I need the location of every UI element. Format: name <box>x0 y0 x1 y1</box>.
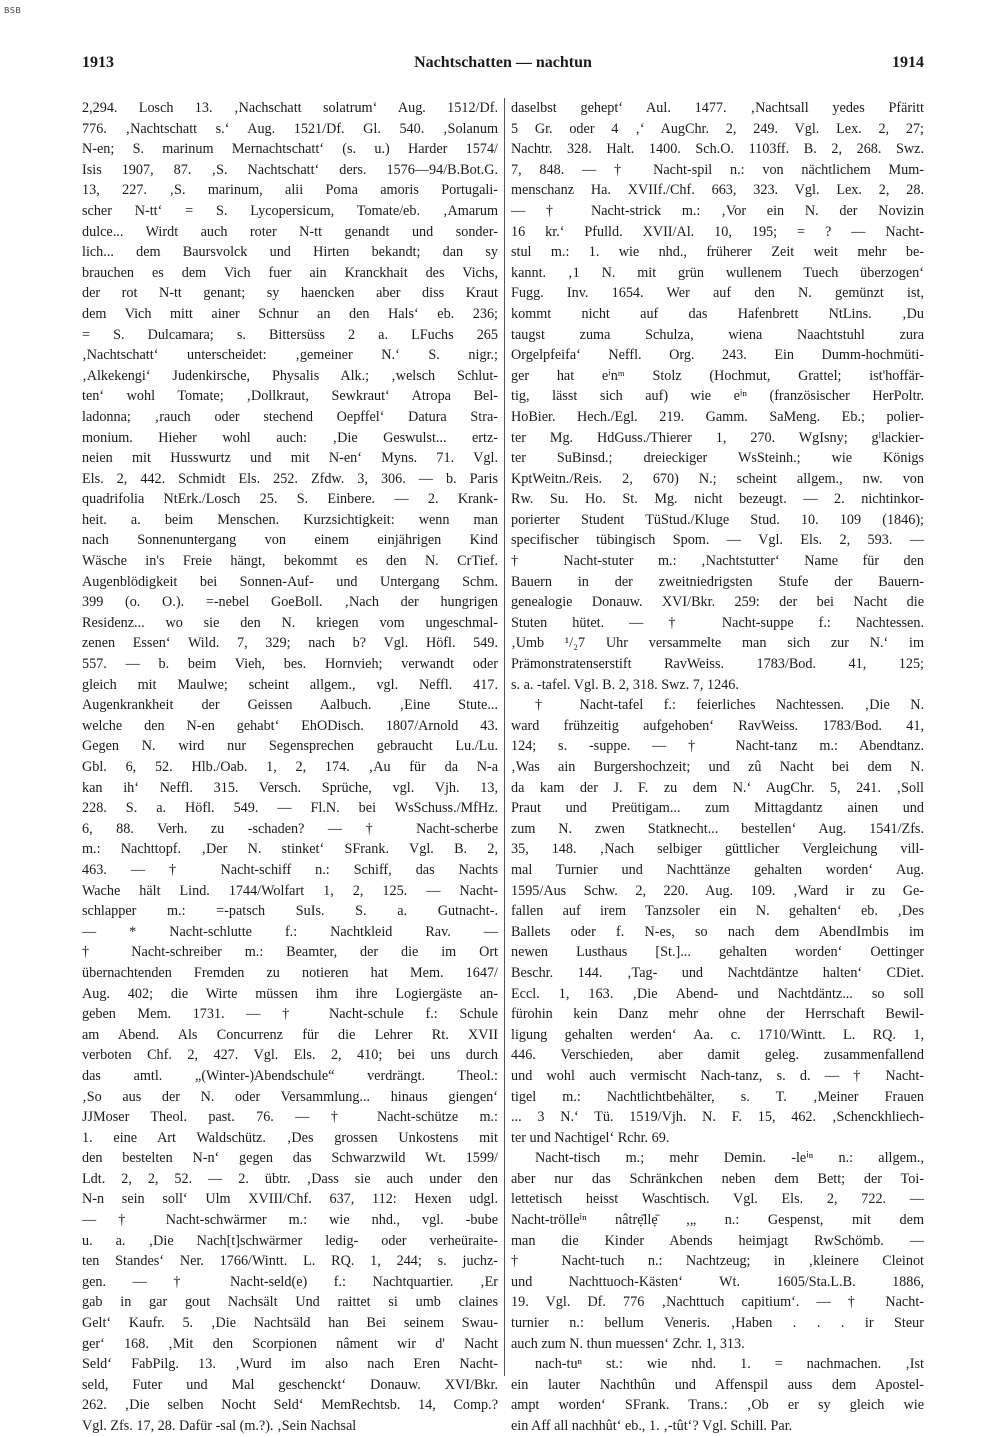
page-number-left: 1913 <box>82 54 114 71</box>
right-column-line: HoBier. Hech./Egl. 219. Gamm. SaMeng. Eb.; polier- <box>511 408 924 425</box>
right-column-line: Fugg. Inv. 1654. Wer auf den N. gemünzt ist, <box>511 285 924 302</box>
left-column-line: 2,294. Losch 13. ‚Nachschatt solatrum‘ Aug. 1512/Df. <box>82 100 498 116</box>
left-column-line: ‚So aus der N. oder Versammlung... hinaus giengen‘ <box>82 1088 498 1105</box>
left-column-line: ‚Nachtschatt‘ unterscheidet: ‚gemeiner N.‘ S. nigr.; <box>82 347 498 364</box>
right-column-line: aber nur das Schränkchen neben dem Bett; der Toi- <box>511 1170 924 1187</box>
right-column-line: ampt worden‘ SFrank. Trans.: ‚Ob er sy gleich wie <box>511 1397 924 1414</box>
right-column-line: und Nachttuoch-Kästen‘ Wt. 1605/Sta.L.B. 1886, <box>511 1273 924 1290</box>
right-column-line: newen Lusthaus [St.]... gehalten worden‘ Oettinger <box>511 944 924 961</box>
left-column-line: JJMoser Theol. past. 76. — † Nacht-schütze m.: <box>82 1109 498 1126</box>
left-column-line: Wäsche in's Freie hängt, bekommt es den N. CrTief. <box>82 553 498 570</box>
page-number-right: 1914 <box>892 54 924 71</box>
left-column-line: Gegen N. wird nur Segensprechen gebraucht Lu./Lu. <box>82 738 498 755</box>
left-column-line: — † Nacht-schwärmer m.: wie nhd., vgl. -bube <box>82 1212 498 1229</box>
page-header <box>82 54 924 76</box>
right-column-line: Bauern in der zweitniedrigsten Stufe der Bauern- <box>511 573 924 590</box>
right-column-line: fallen auf irem Tanzsoler ein N. gehalten‘ eb. ‚Des <box>511 903 924 920</box>
right-column-line: 16 kr.‘ Pfulld. XVII/Al. 10, 195; = ? — Nacht- <box>511 223 924 240</box>
left-column-line: lich... dem Baursvolck und Hirten bekandt; dan sy <box>82 244 498 261</box>
left-column-line: ladonna; ‚rauch oder stechend Oepffel‘ Datura Stra- <box>82 408 498 425</box>
right-column-line: lettetisch heisst Waschtisch. Vgl. Els. 2, 722. — <box>511 1191 924 1208</box>
left-column-line: dulce... Wirdt auch roter N-tt genandt und sonder- <box>82 223 498 240</box>
right-column-line: tig, lässt sich auf) wie eⁱⁿ (französischer HerPoltr. <box>511 388 924 405</box>
right-column-line: Beschr. 144. ‚Tag- und Nachtdäntze halten‘ CDiet. <box>511 964 924 981</box>
left-column-line: Gelt‘ Kaufr. 5. ‚Die Nachtsäld han Bei seinem Swau- <box>82 1315 498 1332</box>
left-column-line: 6, 88. Verh. zu -schaden? — † Nacht-scherbe <box>82 820 498 837</box>
right-column-line: ‚Umb ¹/₂7 Uhr versammelte man sich zur N.‘ im <box>511 635 924 652</box>
left-column-line: monium. Hieher wohl auch: ‚Die Geswulst... ertz- <box>82 429 498 446</box>
right-column-line: Nacht-tisch m.; mehr Demin. -leⁱⁿ n.: allgem., <box>535 1150 924 1167</box>
right-column-line: Ballets oder f. N-es, so nach dem AbendImbis im <box>511 923 924 940</box>
right-column-line: 1595/Aus Schw. 2, 220. Aug. 109. ‚Ward ir zu Ge- <box>511 882 924 899</box>
right-column-line: 446. Verschieden, aber damit geleg. zusammenfallend <box>511 1047 924 1064</box>
right-column-line: tigel m.: Nachtlichtbehälter, s. T. ‚Meiner Frauen <box>511 1088 924 1105</box>
right-column-line: † Nacht-tafel f.: feierliches Nachtessen. ‚Die N. <box>535 697 924 714</box>
right-column-line: fürohin kein Danz mehr ohne der Herrschaft Bewil- <box>511 1006 924 1023</box>
right-column <box>511 98 924 1437</box>
right-column-line: nach-tuⁿ st.: wie nhd. 1. = nachmachen. ‚Ist <box>535 1356 924 1373</box>
left-column-line: schlapper m.: =-patsch SuIs. S. a. Gutnacht-. <box>82 903 498 920</box>
left-column-line: Els. 2, 442. Schmidt Els. 252. Zfdw. 3, 306. — b. Paris <box>82 470 498 487</box>
right-column-line: da kam der J. F. zu dem N.‘ AugChr. 5, 241. ‚Soll <box>511 779 924 796</box>
right-column-line: genealogie Donauw. XVI/Bkr. 259: der bei Nacht die <box>511 594 924 611</box>
left-column-line: gen. — † Nacht-seld(e) f.: Nachtquartier. ‚Er <box>82 1273 498 1290</box>
right-column-line: taugst zuma Schulza, wiena Naachtstuhl zura <box>511 326 924 343</box>
right-column-line: ter SuBinsd.; dreieckiger WsSteinh.; wie Königs <box>511 450 924 467</box>
right-column-line: ein lauter Nachthûn und Affenspil auss dem Apostel- <box>511 1376 924 1393</box>
left-column-line: der rot N-tt genant; sy haencken aber diss Kraut <box>82 285 498 302</box>
left-column-line: verboten Chf. 2, 427. Vgl. Els. 2, 410; bei uns durch <box>82 1047 498 1064</box>
left-column-line: 399 (o. O.). =-nebel GoeBoll. ‚Nach der hungrigen <box>82 594 498 611</box>
left-column-line: 13, 227. ‚S. marinum, alii Poma amoris Portugali- <box>82 182 498 199</box>
right-column-line: † Nacht-tuch n.: Nachtzeug; in ‚kleinere Cleinot <box>511 1253 924 1270</box>
right-column-line: zum N. zwen Statknecht... bestellen‘ Aug. 1541/Zfs. <box>511 820 924 837</box>
left-column-line: quadrifolia NtErk./Losch 25. S. Einbere. — 2. Krank- <box>82 491 498 508</box>
left-column-line: nach Sonnenuntergang von einem einjährigen Kind <box>82 532 498 549</box>
left-column-line: seld, Futer und Mal geschenckt‘ Donauw. XVI/Bkr. <box>82 1376 498 1393</box>
right-column-line: † Nacht-stuter m.: ‚Nachtstutter‘ Name für den <box>511 553 924 570</box>
library-stamp: BSB <box>4 6 22 15</box>
right-column-line: ward frühzeitig aufgehoben‘ RavWeiss. 1783/Bod. 41, <box>511 717 924 734</box>
right-column-line: porierter Student TüStud./Kluge Stud. 10. 109 (1846); <box>511 511 924 528</box>
left-column-line: das amtl. „(Winter-)Abendschule“ verdrängt. Theol.: <box>82 1067 498 1084</box>
left-column-line: N-en; S. marinum Mernachtschatt‘ (s. u.) Harder 1574/ <box>82 141 498 158</box>
right-column-line: KptWeitn./Reis. 2, 670) N.; scheint allgem., nw. von <box>511 470 924 487</box>
right-column-line: specifischer tübingisch Spom. — Vgl. Els. 2, 593. — <box>511 532 924 549</box>
right-column-line: ligung gehalten werden‘ Aa. c. 1710/Wintt. L. RQ. 1, <box>511 1026 924 1043</box>
left-column <box>82 98 498 1437</box>
left-column-line: N-n sein soll‘ Ulm XVIII/Chf. 637, 112: Hexen udgl. <box>82 1191 498 1208</box>
left-column-line: Augenkrankheit der Geissen Aalbuch. ‚Eine Stute... <box>82 697 498 714</box>
left-column-line: = S. Dulcamara; s. Bittersüss 2 a. LFuchs 265 <box>82 326 498 343</box>
right-column-line: — † Nacht-strick m.: ‚Vor ein N. der Novizin <box>511 202 924 219</box>
right-column-line: mal Turnier und Nachttänze gehalten worden‘ Aug. <box>511 861 924 878</box>
right-column-line: kannt. ‚1 N. mit grün wullenem Tuech überzogen‘ <box>511 264 924 281</box>
left-column-line: Wache hält Lind. 1744/Wolfart 1, 2, 125. — Nacht- <box>82 882 498 899</box>
left-column-line: dem Vich mitt ainer Schnur an den Hals‘ eb. 236; <box>82 305 498 322</box>
right-column-line: stul m.: 1. wie nhd., früherer Zeit weit mehr be- <box>511 244 924 261</box>
left-column-line: 463. — † Nacht-schiff n.: Schiff, das Nachts <box>82 861 498 878</box>
right-column-line: s. a. -tafel. Vgl. B. 2, 318. Swz. 7, 1246. <box>511 676 739 693</box>
right-column-line: kommt nicht auf das Hafenbrett NtLins. ‚Du <box>511 305 924 322</box>
left-column-line: Gbl. 6, 52. Hlb./Oab. 1, 2, 174. ‚Au für da N-a <box>82 759 498 775</box>
left-column-line: Seld‘ FabPilg. 13. ‚Wurd im also nach Eren Nacht- <box>82 1356 498 1373</box>
right-column-line: Eccl. 1, 163. ‚Die Abend- und Nachtdäntz... so soll <box>511 985 924 1002</box>
left-column-line: den bestelten N-n‘ gegen das Schwarzwild Wt. 1599/ <box>82 1150 498 1167</box>
right-column-line: man die Kinder Abends heimjagt RwSchömb. — <box>511 1232 924 1249</box>
page-title: Nachtschatten — nachtun <box>414 54 592 71</box>
left-column-line: ten‘ wohl Tomate; ‚Dollkraut, Sewkraut‘ Atropa Bel- <box>82 388 498 405</box>
left-column-line: brauchen es dem Vich fuer ain Kranckhait des Vichs, <box>82 264 498 281</box>
left-column-line: u. a. ‚Die Nach[t]schwärmer ledig- oder verheüraite- <box>82 1232 498 1249</box>
left-column-line: Vgl. Zfs. 17, 28. Dafür -sal (m.?). ‚Sein Nachsal <box>82 1418 357 1434</box>
left-column-line: ger‘ 168. ‚Mit den Scorpionen nâment wir d' Nacht <box>82 1335 498 1352</box>
left-column-line: kan ih‘ Neffl. 315. Versch. Sprüche, vgl. Vjh. 13, <box>82 779 498 796</box>
right-column-line: 35, 148. ‚Nach selbiger güttlicher Vergleichung vill- <box>511 841 924 858</box>
right-column-line: 124; s. -suppe. — † Nacht-tanz m.: Abendtanz. <box>511 738 924 755</box>
right-column-line: Nachtr. 328. Halt. 1400. Sch.O. 1103ff. B. 2, 268. Swz. <box>511 141 924 158</box>
left-column-line: 228. S. a. Höfl. 549. — Fl.N. bei WsSchuss./MfHz. <box>82 800 498 817</box>
left-column-line: zenen Essen‘ Wild. 7, 329; nach b? Vgl. Höfl. 549. <box>82 635 498 652</box>
right-column-line: ger hat eⁱnᵐ Stolz (Hochmut, Grattel; ist'hoffär- <box>511 367 924 384</box>
right-column-line: Praut und Preütigam... zum Mittagdantz ainen und <box>511 800 924 817</box>
right-column-line: Orgelpfeifa‘ Neffl. Org. 243. Ein Dumm-hochmüti- <box>511 347 924 364</box>
right-column-line: 7, 848. — † Nacht-spil n.: von nächtlichem Mum- <box>511 161 924 178</box>
left-column-line: 1. eine Art Waldschütz. ‚Des grossen Unkostens mit <box>82 1129 498 1146</box>
right-column-line: Rw. Su. Ho. St. Mg. nicht bezeugt. — 2. nichtinkor- <box>511 491 924 508</box>
right-column-line: ter und Nachtigel‘ Rchr. 69. <box>511 1129 670 1146</box>
left-column-line: scher N-tt‘ = S. Lycopersicum, Tomate/eb. ‚Amarum <box>82 202 498 219</box>
left-column-line: gleich mit Maulwe; scheint allgem., vgl. Neffl. 417. <box>82 676 498 693</box>
right-column-line: turnier n.: bellum Veneris. ‚Haben . . . ir Steur <box>511 1315 924 1332</box>
left-column-line: Augenblödigkeit bei Sonnen-Auf- und Untergang Schm. <box>82 573 498 590</box>
right-column-line: Nacht-trölleⁱⁿ nâtrẹ̄llẹ̄ ,„ n.: Gespenst, mit dem <box>511 1212 924 1229</box>
right-column-line: ‚Was ain Burgershochzeit; und zû Nacht bei dem N. <box>511 759 924 775</box>
right-column-line: 19. Vgl. Df. 776 ‚Nachttuch capitium‘. — † Nacht- <box>511 1294 924 1311</box>
left-column-line: ‚Alkekengi‘ Judenkirsche, Physalis Alk.; ‚welsch Schlut- <box>82 367 498 384</box>
right-column-line: 5 Gr. oder 4 ‚‘ AugChr. 2, 249. Vgl. Lex. 2, 27; <box>511 120 924 137</box>
right-column-line: ter Mg. HdGuss./Thierer 1, 270. WgIsny; gˡlackier- <box>511 429 924 446</box>
left-column-line: geben Mem. 1731. — † Nacht-schule f.: Schule <box>82 1006 498 1023</box>
left-column-line: 262. ‚Die selben Nocht Seld‘ MemRechtsb. 14, Comp.? <box>82 1397 498 1414</box>
left-column-line: † Nacht-schreiber m.: Beamter, der die im Ort <box>82 944 498 961</box>
right-column-line: Stuten hütet. — † Nacht-suppe f.: Nachtessen. <box>511 614 924 631</box>
left-column-line: 776. ‚Nachtschatt s.‘ Aug. 1521/Df. Gl. 540. ‚Solanum <box>82 120 498 137</box>
left-column-line: gab in gar gout Nachsält Und raittet si umb claines <box>82 1294 498 1311</box>
left-column-line: — * Nacht-schlutte f.: Nachtkleid Rav. — <box>82 923 498 940</box>
right-column-line: Prämonstratenserstift RavWeiss. 1783/Bod. 41, 125; <box>511 656 924 673</box>
left-column-line: Residenz... wo sie den N. kriegen vom ungeschmal- <box>82 614 498 631</box>
left-column-line: ten Standes‘ Ner. 1766/Wintt. L. RQ. 1, 244; s. juchz- <box>82 1253 498 1270</box>
left-column-line: neien mit Husswurtz und mit N-en‘ Myns. 71. Vgl. <box>82 450 498 467</box>
left-column-line: am Abend. Als Concurrenz für die Lehrer Rt. XVII <box>82 1026 498 1043</box>
left-column-line: übernachtenden Fremden zu notieren hat Mem. 1647/ <box>82 964 498 981</box>
left-column-line: 557. — b. beim Vieh, bes. Hornvieh; verwandt oder <box>82 656 498 673</box>
left-column-line: heit. a. beim Menschen. Kurzsichtigkeit: wenn man <box>82 511 498 528</box>
left-column-line: Isis 1907, 87. ‚S. Nachtschatt‘ ders. 1576—94/B.Bot.G. <box>82 161 498 178</box>
left-column-line: m.: Nachttopf. ‚Der N. stinket‘ SFrank. Vgl. B. 2, <box>82 841 498 858</box>
left-column-line: Ldt. 2, 2, 52. — 2. übtr. ‚Dass sie auch under den <box>82 1170 498 1187</box>
right-column-line: ... 3 N.‘ Tü. 1519/Vjh. N. F. 15, 462. ‚Schenckhliech- <box>511 1109 924 1126</box>
left-column-line: Aug. 402; die Wirte müssen ihm ihre Logiergäste an- <box>82 985 498 1002</box>
right-column-line: menschanz Ha. XVIIf./Chf. 663, 323. Vgl. Lex. 2, 28. <box>511 182 924 199</box>
right-column-line: auch zum N. thun muessen‘ Zchr. 1, 313. <box>511 1335 745 1352</box>
right-column-line: und wohl auch vermischt Nach-tanz, s. d. — † Nacht- <box>511 1067 924 1084</box>
right-column-line: daselbst gehept‘ Aul. 1477. ‚Nachtsall yedes Pfäritt <box>511 100 924 116</box>
column-divider <box>504 98 505 1376</box>
right-column-line: ein Aff all nachhût‘ eb., 1. ‚-tût‘? Vgl. Schill. Par. <box>511 1418 793 1434</box>
left-column-line: welche den N-en gehabt‘ EhODisch. 1807/Arnold 43. <box>82 717 498 734</box>
